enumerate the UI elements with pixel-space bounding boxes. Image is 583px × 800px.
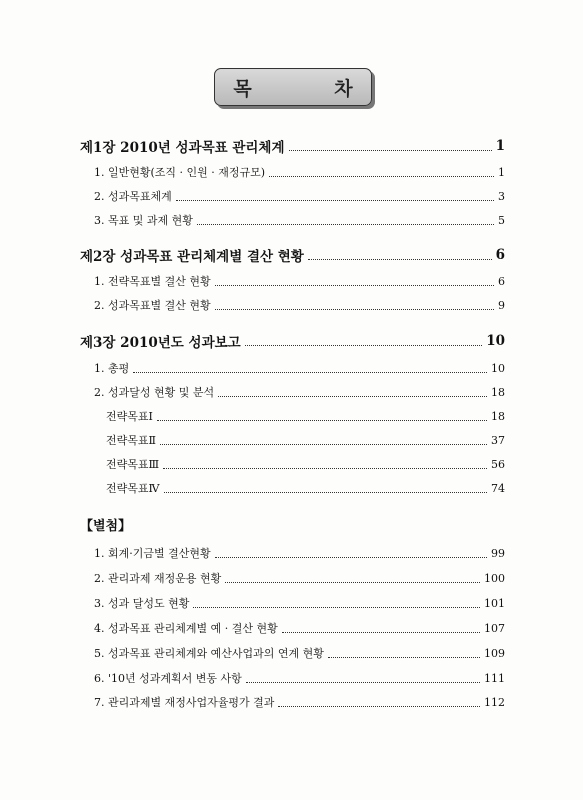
toc-chapter-2[interactable] [0, 245, 583, 265]
toc-item[interactable] [0, 271, 583, 291]
toc-item[interactable] [0, 162, 583, 182]
toc-subitem-label: 전략목표Ⅰ [106, 410, 153, 423]
leader-dots [160, 444, 487, 445]
appendix-item-label: 1. 회계·기금별 결산현황 [94, 547, 211, 560]
toc-page-number: 1 [498, 165, 505, 179]
toc-page-number: 111 [484, 671, 505, 685]
toc-chapter-1[interactable] [0, 136, 583, 156]
appendix-item[interactable] [0, 543, 583, 563]
toc-chapter-label: 제2장 성과목표 관리체계별 결산 현황 [80, 249, 304, 265]
toc-page-number: 100 [484, 571, 505, 585]
leader-dots [289, 150, 492, 151]
toc-page-number: 101 [484, 596, 505, 610]
toc-title-box [214, 68, 391, 106]
leader-dots [215, 557, 487, 558]
appendix-item[interactable] [0, 643, 583, 663]
toc-page-number: 18 [491, 409, 505, 423]
leader-dots [215, 309, 494, 310]
toc-page-number: 37 [491, 433, 505, 447]
appendix-item[interactable] [0, 568, 583, 588]
toc-subitem-label: 전략목표Ⅳ [106, 482, 160, 495]
toc-item-label: 2. 성과목표별 결산 현황 [94, 299, 211, 312]
appendix-item-label: 3. 성과 달성도 현황 [94, 597, 190, 610]
leader-dots [269, 176, 494, 177]
leader-dots [163, 468, 487, 469]
toc-subitem[interactable] [0, 406, 583, 426]
toc-subitem[interactable] [0, 454, 583, 474]
toc-subitem[interactable] [0, 430, 583, 450]
leader-dots [215, 285, 494, 286]
toc-subitem[interactable] [0, 478, 583, 498]
appendix-item-label: 6. '10년 성과계획서 변동 사항 [94, 672, 242, 685]
leader-dots [164, 492, 488, 493]
leader-dots [278, 706, 480, 707]
leader-dots [193, 607, 480, 608]
toc-page-number: 6 [498, 274, 505, 288]
appendix-item[interactable] [0, 618, 583, 638]
leader-dots [157, 420, 487, 421]
toc-chapter-label: 제3장 2010년도 성과보고 [80, 335, 241, 351]
leader-dots [308, 259, 492, 260]
toc-subitem-label: 전략목표Ⅱ [106, 434, 156, 447]
toc-item-label: 1. 총평 [94, 362, 130, 375]
toc-page-number: 3 [498, 189, 505, 203]
appendix-heading: 【별첨】 [80, 519, 132, 534]
toc-page-number: 107 [484, 621, 505, 635]
leader-dots [246, 682, 480, 683]
toc-chapter-label: 제1장 2010년 성과목표 관리체계 [80, 140, 285, 156]
toc-page-number: 109 [484, 646, 505, 660]
toc-item[interactable] [0, 186, 583, 206]
toc-subitem-label: 전략목표Ⅲ [106, 458, 160, 471]
appendix-item[interactable] [0, 668, 583, 688]
toc-item[interactable] [0, 210, 583, 230]
toc-item-label: 3. 목표 및 과제 현황 [94, 214, 193, 227]
toc-item[interactable] [0, 358, 583, 378]
appendix-item-label: 4. 성과목표 관리체계별 예 · 결산 현황 [94, 622, 278, 635]
toc-page-number: 10 [486, 333, 505, 349]
appendix-item[interactable] [0, 593, 583, 613]
leader-dots [176, 200, 494, 201]
toc-item[interactable] [0, 295, 583, 315]
toc-page-number: 18 [491, 385, 505, 399]
toc-page-number: 99 [491, 546, 505, 560]
leader-dots [133, 372, 487, 373]
toc-item-label: 2. 성과달성 현황 및 분석 [94, 386, 215, 399]
toc-item-label: 1. 전략목표별 결산 현황 [94, 275, 211, 288]
toc-page-number: 112 [484, 695, 505, 709]
toc-item-label: 2. 성과목표체계 [94, 190, 172, 203]
appendix-item-label: 7. 관리과제별 재정사업자율평가 결과 [94, 696, 275, 709]
appendix-item[interactable] [0, 692, 583, 712]
toc-page-number: 9 [498, 298, 505, 312]
leader-dots [328, 657, 480, 658]
appendix-item-label: 2. 관리과제 재정운용 현황 [94, 572, 222, 585]
toc-page-number: 74 [491, 481, 505, 495]
toc-page-number: 6 [495, 247, 505, 263]
leader-dots [197, 224, 494, 225]
toc-chapter-3[interactable] [0, 331, 583, 351]
leader-dots [218, 396, 487, 397]
appendix-item-label: 5. 성과목표 관리체계와 예산사업과의 연계 현황 [94, 647, 324, 660]
toc-item[interactable] [0, 382, 583, 402]
toc-page-number: 10 [491, 361, 505, 375]
toc-item-label: 1. 일반현황(조직 · 인원 · 재정규모) [94, 166, 266, 179]
toc-title: 목 차 [233, 77, 391, 100]
leader-dots [245, 345, 483, 346]
toc-page-number: 5 [498, 213, 505, 227]
leader-dots [225, 582, 480, 583]
toc-page-number: 1 [495, 138, 505, 154]
toc-page-number: 56 [491, 457, 505, 471]
leader-dots [282, 632, 480, 633]
